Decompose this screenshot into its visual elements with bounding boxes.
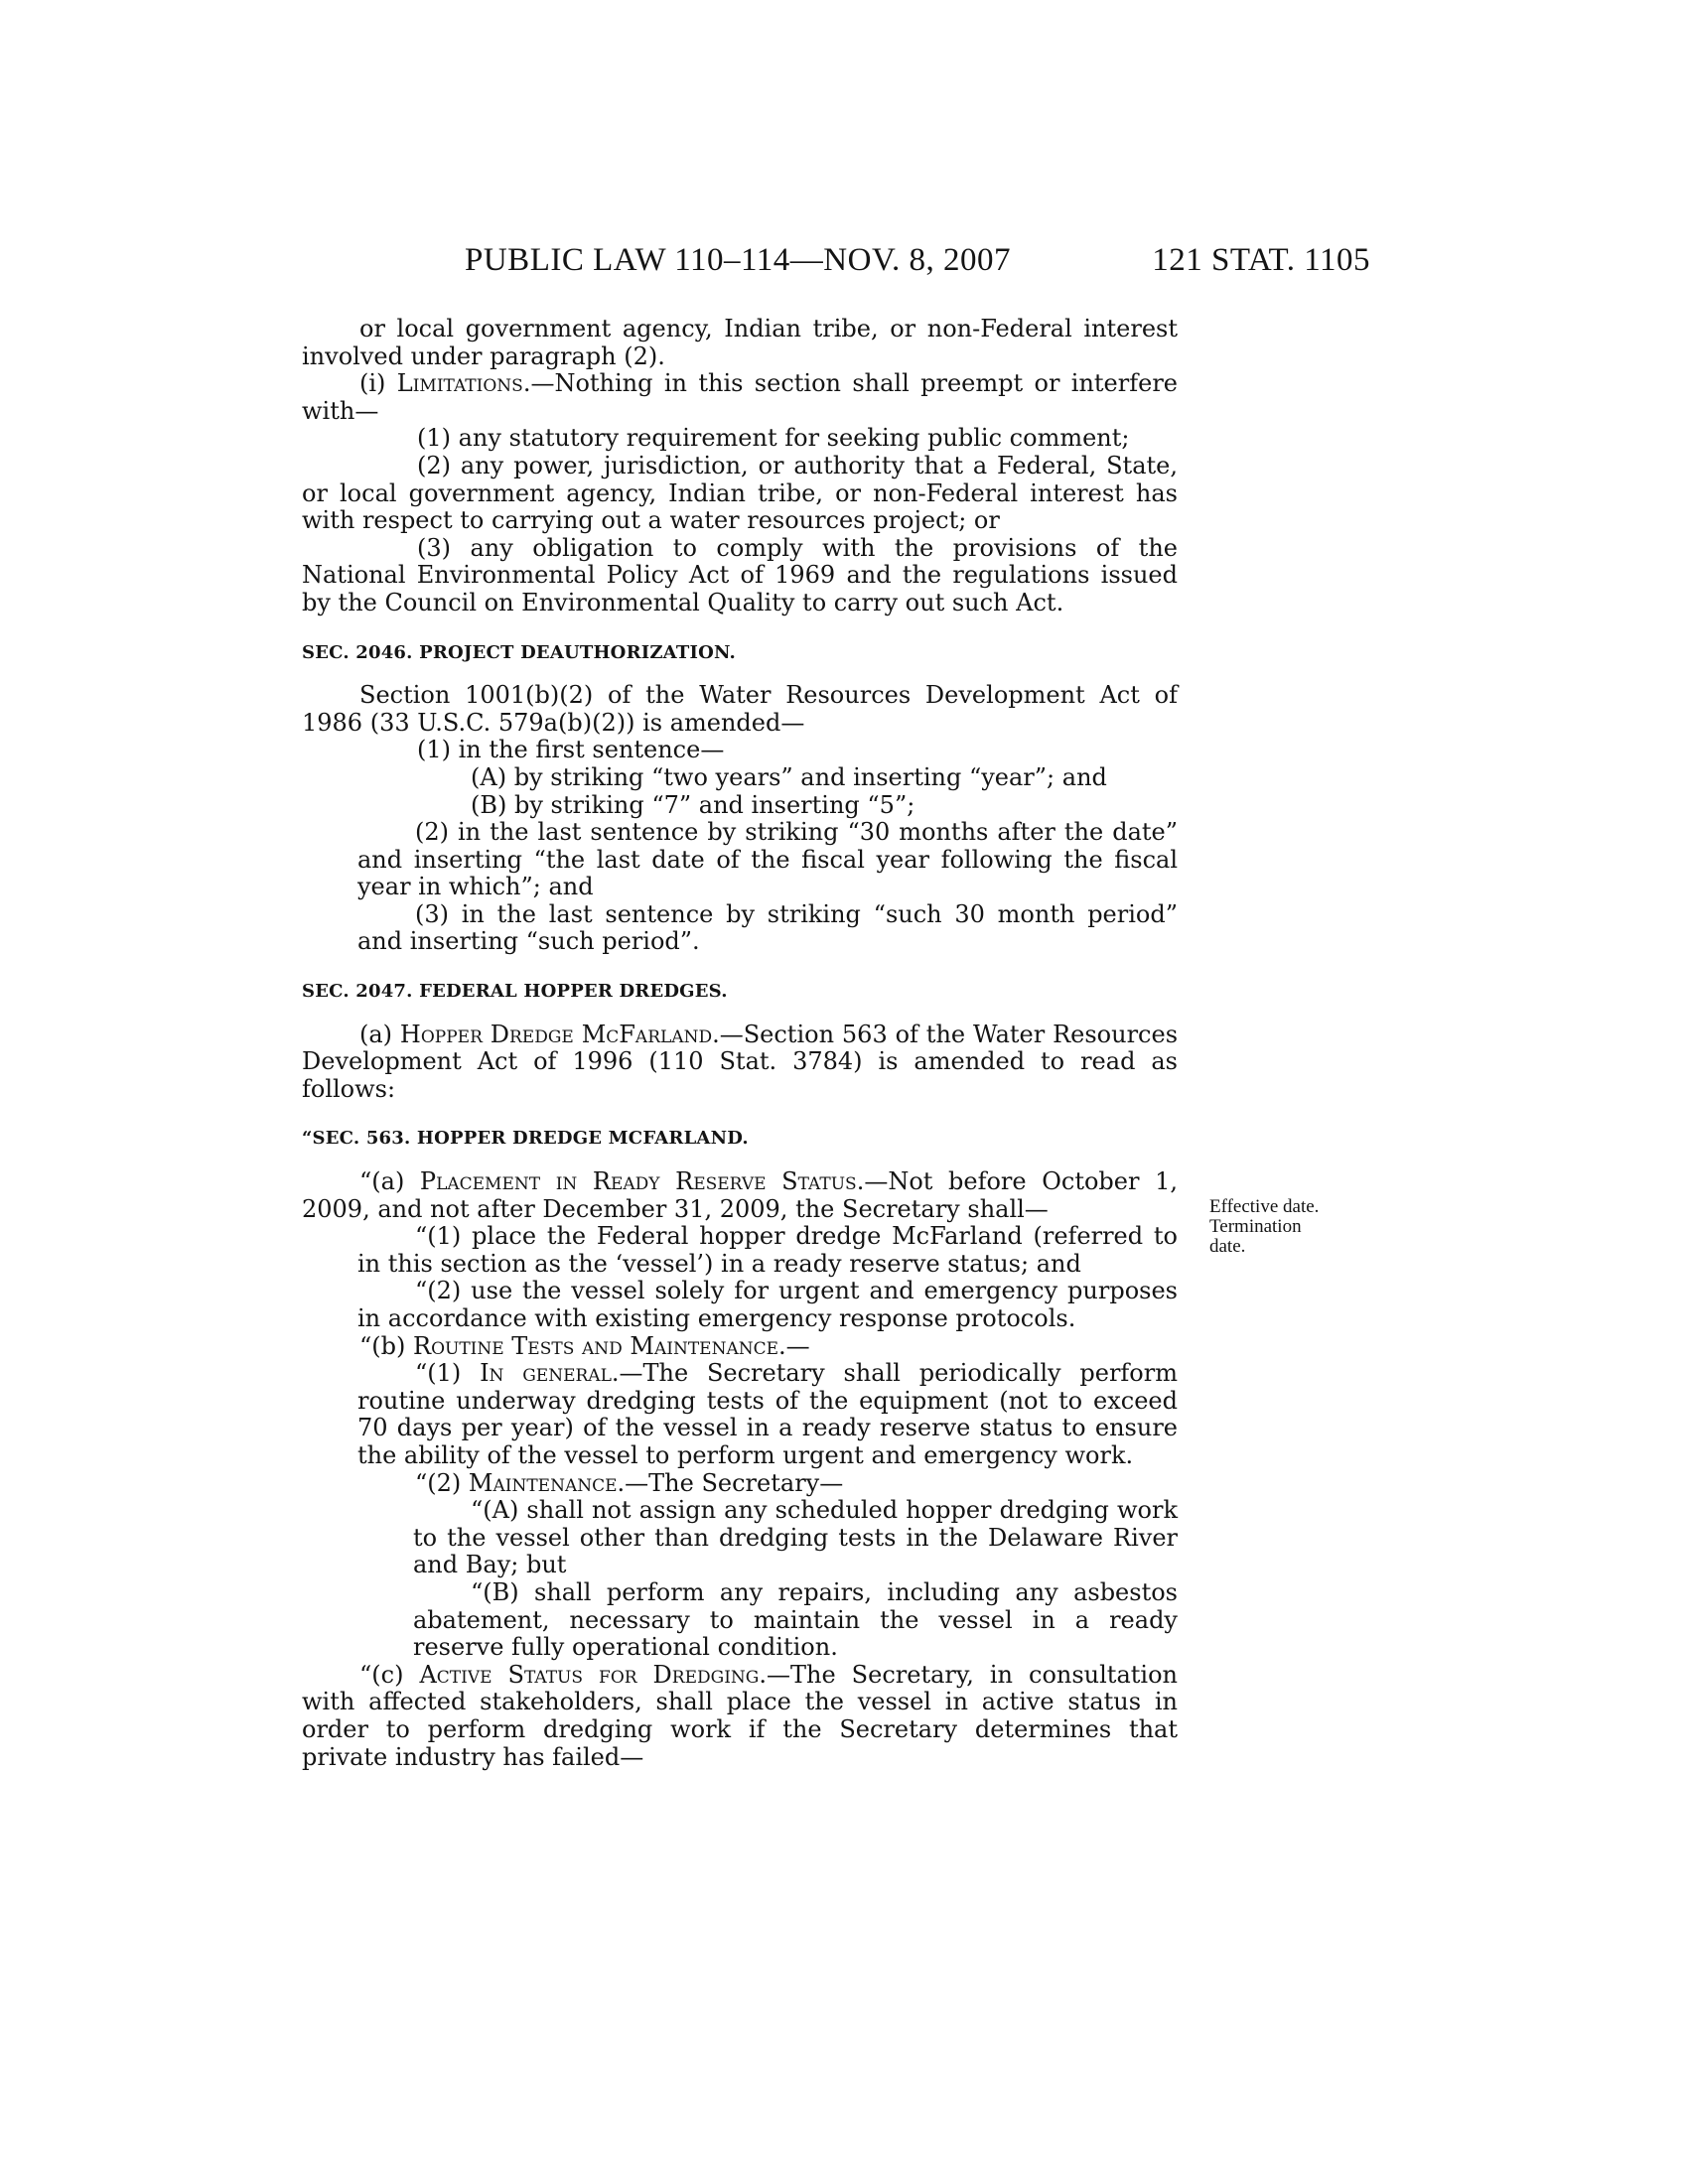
section-563-subsection-b (302, 1333, 1178, 1361)
limitations-item-1 (302, 425, 1178, 453)
paragraph-text: or local government agency, Indian tribe, or non-Federal interest involved under paragraph (2). (302, 315, 1178, 370)
item-text: .—The Secretary shall periodically perform routine underway dredging tests of the equipment (not to exceed 70 days per year) of the vessel in a ready reserve status to ensure the ability of the vessel to perform urgent and emergency work. (357, 1359, 1178, 1469)
item-text: (2) in the last sentence by striking “30 months after the date” and inserting “the last date of the fiscal year following the fiscal year in which”; and (357, 818, 1178, 901)
paragraph-lead: “(1) (415, 1359, 481, 1388)
section-563-b2-item-b (302, 1579, 1178, 1662)
item-text: (B) by striking “7” and inserting “5”; (471, 790, 915, 819)
paragraph-text: Section 1001(b)(2) of the Water Resources Development Act of 1986 (33 U.S.C. 579a(b)(2)) is amended— (302, 681, 1178, 737)
item-text: (A) by striking “two years” and inserting “year”; and (471, 762, 1107, 791)
margin-note-date: date. (1209, 1236, 1246, 1257)
section-563-b2-item-a (302, 1497, 1178, 1579)
paragraph-lead: “(a) (359, 1167, 420, 1196)
paragraph-text: .— (778, 1331, 810, 1360)
subsection-caption: Hopper Dredge McFarland (399, 1020, 713, 1048)
paragraph-lead: “(2) (415, 1468, 469, 1497)
section-563-b-item-1 (302, 1360, 1178, 1469)
section-2046-intro (302, 682, 1178, 737)
section-2046-heading: SEC. 2046. PROJECT DEAUTHORIZATION. (302, 641, 736, 663)
paragraph-text: .—The Secretary, in consultation with affected stakeholders, shall place the vessel in active status in order to perform dredging work if the Secretary determines that private industry has failed— (302, 1660, 1178, 1771)
section-563-heading: “SEC. 563. HOPPER DREDGE MCFARLAND. (302, 1128, 749, 1150)
limitations-item-2 (302, 453, 1178, 535)
section-2046-item-a (302, 764, 1178, 792)
paragraph-lead: (a) (359, 1020, 400, 1048)
item-text: (3) any obligation to comply with the provisions of the National Environmental Policy Act of 1969 and the regulations issued by the Council on Environmental Quality to carry out such Act. (302, 533, 1178, 616)
limitations-item-3 (302, 535, 1178, 617)
subsection-caption: Active Status for Dredging (419, 1660, 760, 1689)
margin-note-termination: Termination (1209, 1216, 1302, 1237)
paragraph-lead: “(c) (359, 1660, 420, 1689)
paragraph-caption: In general (480, 1359, 612, 1388)
subsection-caption: Routine Tests and Maintenance (413, 1331, 779, 1360)
paragraph-lead: “(b) (359, 1331, 413, 1360)
item-text: “(1) place the Federal hopper dredge McFarland (referred to in this section as the ‘vessel’) in a ready reserve status; and (357, 1222, 1178, 1278)
item-text: (1) in the first sentence— (417, 736, 725, 764)
statute-page-number: 121 STAT. 1105 (1152, 242, 1370, 278)
margin-note-effective-date: Effective date. (1209, 1196, 1320, 1217)
item-text: “(2) use the vessel solely for urgent and emergency purposes in accordance with existing emergency response protocols. (357, 1277, 1178, 1332)
item-text: .—The Secretary— (617, 1468, 844, 1497)
paragraph-continued (302, 316, 1178, 370)
item-text: (1) any statutory requirement for seeking public comment; (417, 424, 1130, 453)
item-text: (2) any power, jurisdiction, or authority that a Federal, State, or local government agency, Indian tribe, or non-Federal interest has with respect to carrying out a water resources project; or (302, 451, 1178, 535)
section-2046-item-1 (302, 737, 1178, 764)
section-2046-item-3 (302, 901, 1178, 956)
paragraph-text: .—Nothing in this section shall preempt or interfere with— (302, 369, 1178, 425)
public-law-title: PUBLIC LAW 110–114—NOV. 8, 2007 (465, 242, 1012, 278)
section-563-subsection-a (302, 1168, 1178, 1223)
section-2046-item-2 (302, 819, 1178, 901)
section-2047-subsection-a (302, 1022, 1178, 1104)
paragraph-text: .—Section 563 of the Water Resources Development Act of 1996 (110 Stat. 3784) is amended to read as follows: (302, 1020, 1179, 1103)
paragraph-caption: Maintenance (468, 1468, 618, 1497)
margin-notes (1209, 1197, 1338, 1257)
item-text: (3) in the last sentence by striking “such 30 month period” and inserting “such period”. (357, 899, 1178, 956)
subsection-caption: Limitations (396, 369, 523, 398)
running-header (298, 242, 1370, 294)
section-563-a-item-2 (302, 1278, 1178, 1332)
paragraph-text: .—Not before October 1, 2009, and not after December 31, 2009, the Secretary shall— (302, 1167, 1178, 1223)
item-text: “(B) shall perform any repairs, including any asbestos abatement, necessary to maintain the vessel in a ready reserve fully operational condition. (413, 1577, 1178, 1662)
item-text: “(A) shall not assign any scheduled hopper dredging work to the vessel other than dredging tests in the Delaware River and Bay; but (413, 1496, 1178, 1579)
section-2046-item-b (302, 792, 1178, 820)
section-563-subsection-c (302, 1662, 1178, 1771)
paragraph-limitations (302, 370, 1178, 425)
paragraph-lead: (i) (359, 369, 397, 398)
subsection-caption: Placement in Ready Reserve Status (419, 1167, 857, 1196)
section-563-a-item-1 (302, 1223, 1178, 1278)
body-text (302, 316, 1178, 1771)
section-563-b-item-2 (302, 1470, 1178, 1498)
section-2047-heading: SEC. 2047. FEDERAL HOPPER DREDGES. (302, 981, 728, 1003)
